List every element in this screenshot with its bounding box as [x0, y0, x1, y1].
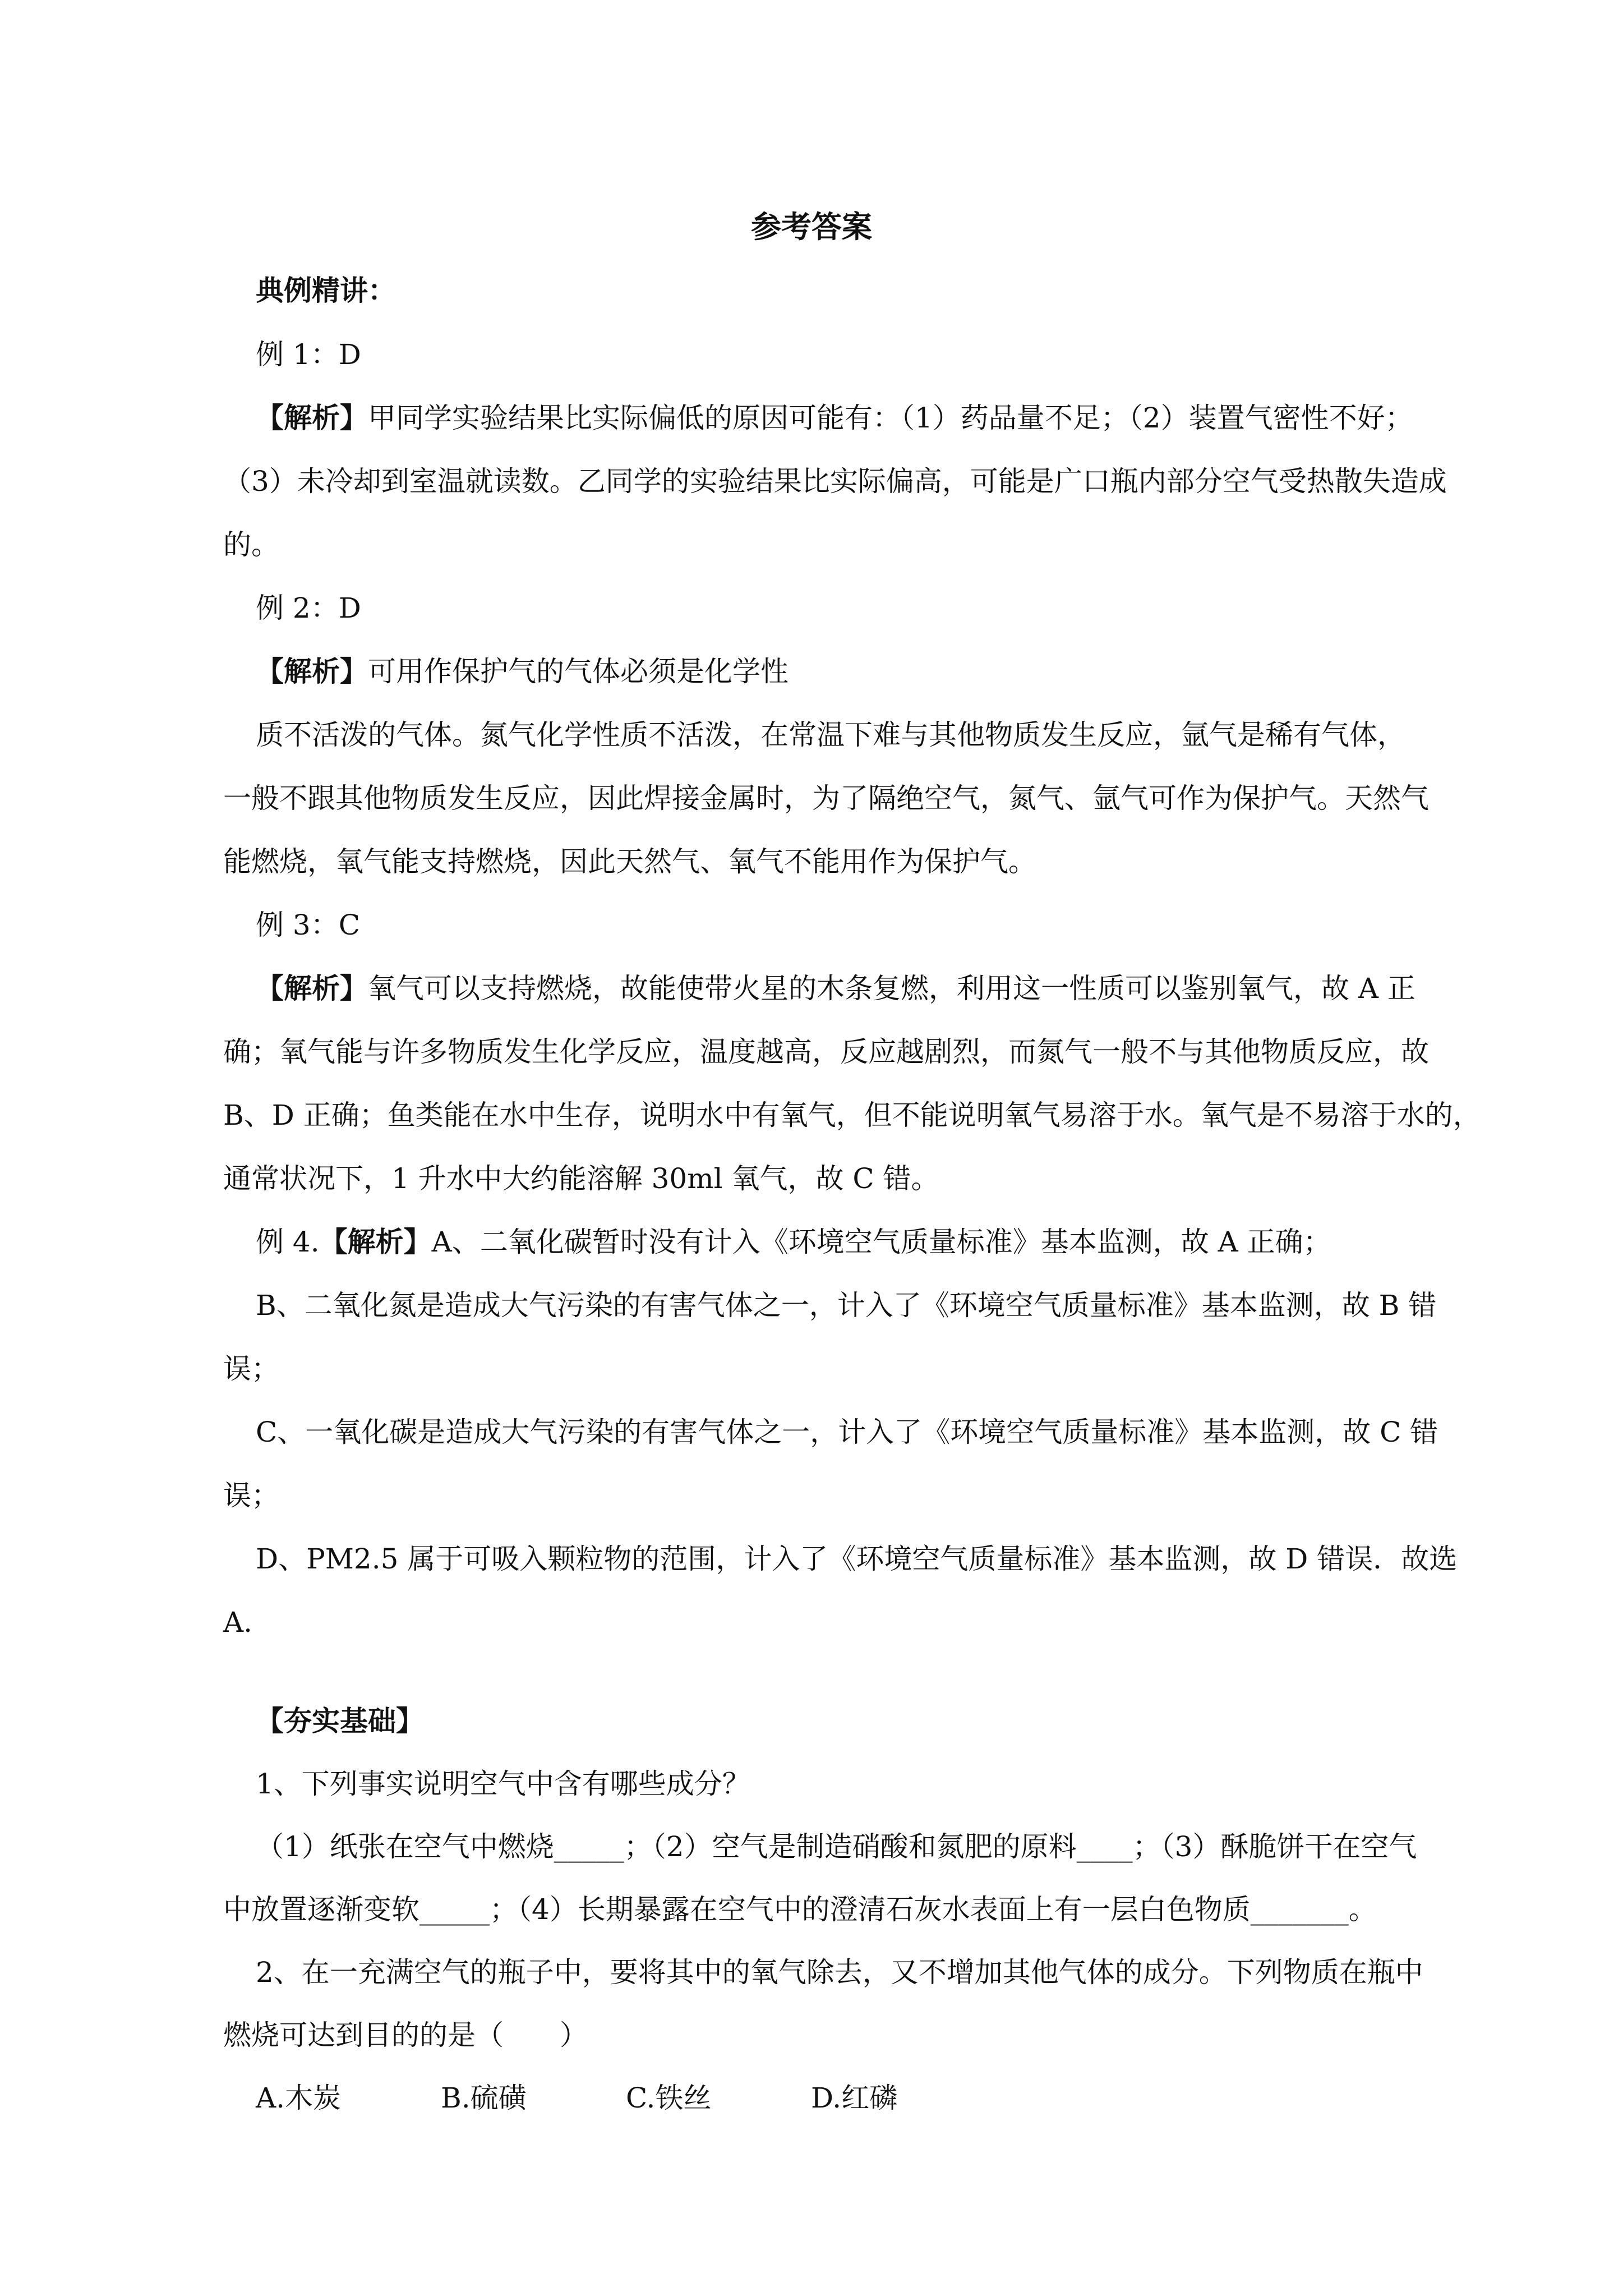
example-2-analysis-line: 【解析】可用作保护气的气体必须是化学性 [256, 655, 789, 688]
example-2-analysis-line: 一般不跟其他物质发生反应，因此焊接金属时，为了隔绝空气，氮气、氩气可作为保护气。天然气 [223, 782, 1429, 815]
example-3-analysis-line: B、D 正确；鱼类能在水中生存，说明水中有氧气，但不能说明氧气易溶于水。氧气是不易溶于水的， [223, 1099, 1481, 1131]
example-4-analysis-line: A. [223, 1606, 253, 1639]
analysis-label: 【解析】 [256, 655, 368, 688]
example-4-analysis-line: 误； [223, 1479, 279, 1512]
example-2-analysis-line: 质不活泼的气体。氮气化学性质不活泼，在常温下难与其他物质发生反应，氩气是稀有气体， [256, 719, 1405, 751]
example-1-answer: 例 1：D [256, 338, 361, 371]
example-1-analysis-line: （3）未冷却到室温就读数。乙同学的实验结果比实际偏高，可能是广口瓶内部分空气受热散失造成 [223, 465, 1447, 498]
option-b: B.硫磺 [441, 2082, 527, 2114]
example-2-answer: 例 2：D [256, 592, 361, 624]
example-3-analysis-line: 通常状况下，1 升水中大约能溶解 30ml 氧气，故 C 错。 [223, 1162, 939, 1195]
example-4-analysis-line: D、PM2.5 属于可吸入颗粒物的范围，计入了《环境空气质量标准》基本监测，故 D 错误．故选 [256, 1543, 1458, 1575]
example-1-analysis-line: 的。 [223, 528, 279, 561]
analysis-label: 【解析】 [256, 401, 368, 434]
example-4-analysis-line: 误； [223, 1352, 279, 1385]
example-4-analysis-line: B、二氧化氮是造成大气污染的有害气体之一，计入了《环境空气质量标准》基本监测，故 B 错 [256, 1289, 1437, 1322]
example-3-analysis-line: 确；氧气能与许多物质发生化学反应，温度越高，反应越剧烈，而氮气一般不与其他物质反应，故 [223, 1036, 1429, 1068]
option-c: C.铁丝 [626, 2082, 712, 2114]
example-3-analysis-line: 【解析】氧气可以支持燃烧，故能使带火星的木条复燃，利用这一性质可以鉴别氧气，故 A 正 [256, 972, 1415, 1005]
question-1-line: （1）纸张在空气中燃烧_____；（2）空气是制造硝酸和氮肥的原料____；（3）酥脆饼干在空气 [256, 1830, 1417, 1863]
example-3-answer: 例 3：C [256, 909, 360, 941]
page-title: 参考答案 [751, 209, 872, 245]
question-1-stem: 1、下列事实说明空气中含有哪些成分？ [256, 1768, 750, 1800]
option-a: A.木炭 [256, 2082, 342, 2114]
section-heading-examples: 典例精讲： [256, 274, 396, 307]
question-2-stem: 燃烧可达到目的的是（ ） [223, 2019, 588, 2051]
question-2-options [256, 2080, 996, 2116]
analysis-label: 【解析】 [319, 1225, 432, 1258]
section-heading-basics: 【夯实基础】 [256, 1704, 424, 1737]
question-1-line: 中放置逐渐变软_____；（4）长期暴露在空气中的澄清石灰水表面上有一层白色物质_______。 [223, 1893, 1377, 1926]
example-4-analysis-line: 例 4.【解析】A、二氧化碳暂时没有计入《环境空气质量标准》基本监测，故 A 正确； [256, 1225, 1331, 1258]
example-4-analysis-line: C、一氧化碳是造成大气污染的有害气体之一，计入了《环境空气质量标准》基本监测，故 C 错 [256, 1416, 1438, 1448]
example-1-analysis-line: 【解析】甲同学实验结果比实际偏低的原因可能有：（1）药品量不足；（2）装置气密性不好； [256, 401, 1413, 434]
option-d: D.红磷 [811, 2082, 898, 2114]
analysis-label: 【解析】 [256, 972, 368, 1005]
example-2-analysis-line: 能燃烧，氧气能支持燃烧，因此天然气、氧气不能用作为保护气。 [223, 845, 1036, 878]
question-2-stem: 2、在一充满空气的瓶子中，要将其中的氧气除去，又不增加其他气体的成分。下列物质在瓶中 [256, 1956, 1423, 1989]
